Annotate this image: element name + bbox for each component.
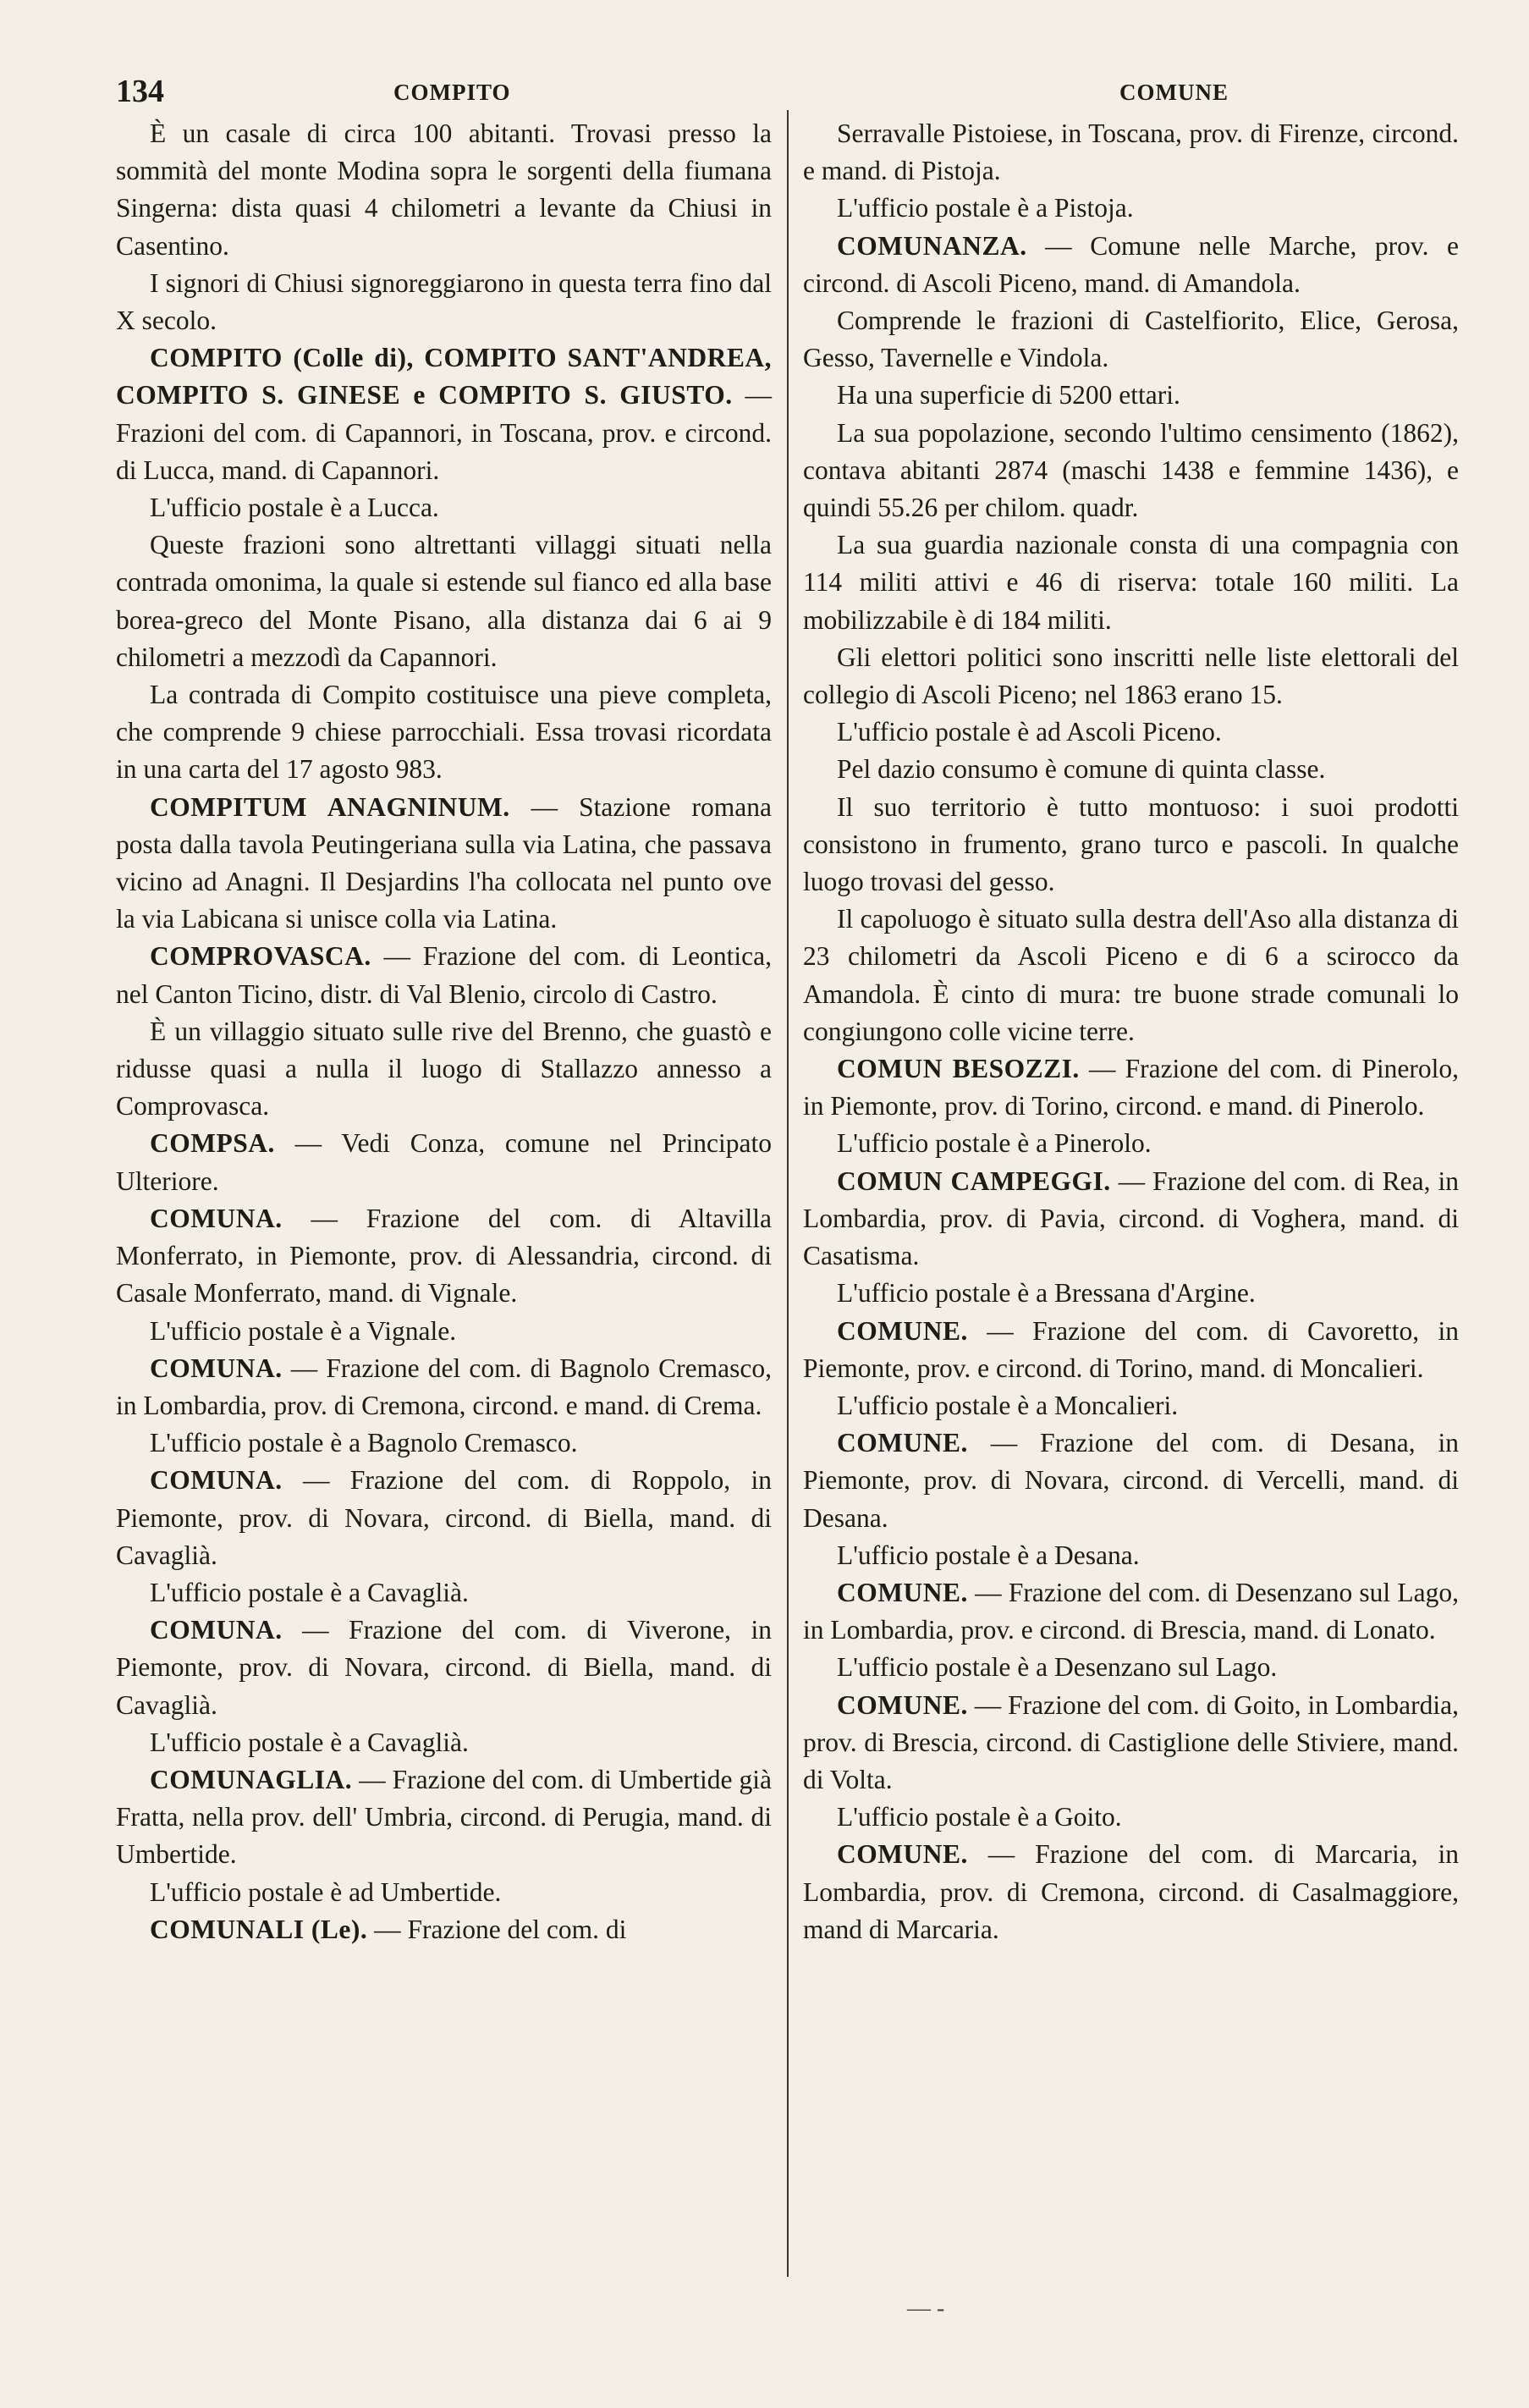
entry-headword: COMUN CAMPEGGI. xyxy=(837,1165,1111,1196)
text-paragraph xyxy=(803,714,1459,751)
entry-text: I signori di Chiusi signoreggiarono in questa terra fino dal X secolo. xyxy=(116,267,772,336)
entry-text: L'ufficio postale è a Vignale. xyxy=(150,1315,457,1346)
entry-text: — Frazione del com. di Umbertide già Fratta, nella prov. dell' Umbria, circond. di Perugia, mand. di Umbertide. xyxy=(116,1764,772,1870)
running-head-left: COMPITO xyxy=(393,80,511,105)
entry-text: È un casale di circa 100 abitanti. Trovasi presso la sommità del monte Modina sopra le sorgenti della fiumana Singerna: dista quasi 4 chilometri a levante da Chiusi in Casentino. xyxy=(116,118,772,261)
entry-paragraph xyxy=(803,228,1459,302)
text-paragraph xyxy=(116,526,772,676)
entry-paragraph xyxy=(116,1350,772,1424)
column-divider xyxy=(787,110,789,2277)
entry-headword: COMUNE. xyxy=(837,1689,968,1720)
text-paragraph xyxy=(803,639,1459,714)
entry-headword: COMUNALI (Le). xyxy=(150,1914,368,1944)
page-header xyxy=(116,73,1477,115)
entry-text: — Frazioni del com. di Capannori, in Toscana, prov. e circond. di Lucca, mand. di Capannori. xyxy=(116,380,772,485)
entry-text: La sua popolazione, secondo l'ultimo censimento (1862), contava abitanti 2874 (maschi 1438 e femmine 1436), e quindi 55.26 per chilom. quadr. xyxy=(803,417,1459,523)
entry-headword: COMUNA. xyxy=(150,1203,283,1233)
entry-paragraph xyxy=(803,1836,1459,1948)
entry-paragraph xyxy=(116,1612,772,1724)
entry-headword: COMUNA. xyxy=(150,1353,283,1383)
text-paragraph xyxy=(803,751,1459,788)
entry-text: — Frazione del com. di Altavilla Monferrato, in Piemonte, prov. di Alessandria, circond. di Casale Monferrato, mand. di Vignale. xyxy=(116,1203,773,1309)
entry-text: L'ufficio postale è a Pinerolo. xyxy=(837,1128,1152,1159)
entry-text: — Frazione del com. di Goito, in Lombardia, prov. di Brescia, circond. di Castiglione delle Stiviere, mand. di Volta. xyxy=(803,1689,1459,1794)
entry-paragraph xyxy=(116,1125,772,1199)
left-column xyxy=(116,115,772,1948)
text-paragraph xyxy=(803,115,1459,190)
entry-paragraph xyxy=(803,1574,1459,1649)
entry-headword: COMUNA. xyxy=(150,1465,283,1496)
entry-paragraph xyxy=(116,938,772,1012)
entry-text: — Frazione del com. di Bagnolo Cremasco, in Lombardia, prov. di Cremona, circond. e mand. di Crema. xyxy=(116,1353,773,1420)
entry-text: L'ufficio postale è ad Umbertide. xyxy=(150,1876,502,1907)
entry-text: L'ufficio postale è a Bressana d'Argine. xyxy=(837,1278,1256,1309)
entry-text: — Frazione del com. di Cavoretto, in Piemonte, prov. e circond. di Torino, mand. di Moncalieri. xyxy=(803,1315,1459,1383)
entry-paragraph xyxy=(116,1200,772,1313)
entry-paragraph xyxy=(803,1424,1459,1537)
entry-text: L'ufficio postale è a Moncalieri. xyxy=(837,1390,1179,1420)
text-paragraph xyxy=(116,489,772,526)
text-paragraph xyxy=(803,526,1459,639)
entry-text: L'ufficio postale è a Pistoja. xyxy=(837,193,1134,223)
entry-text: L'ufficio postale è a Bagnolo Cremasco. xyxy=(150,1428,578,1458)
text-paragraph xyxy=(116,1424,772,1462)
entry-text: L'ufficio postale è a Cavaglià. xyxy=(150,1577,469,1607)
entry-paragraph xyxy=(803,1313,1459,1387)
entry-text: — Frazione del com. di Desana, in Piemonte, prov. di Novara, circond. di Vercelli, mand. di Desana. xyxy=(803,1428,1460,1533)
text-paragraph xyxy=(803,1537,1459,1574)
text-paragraph xyxy=(803,1649,1459,1686)
entry-text: — Frazione del com. di Pinerolo, in Piemonte, prov. di Torino, circond. e mand. di Pinerolo. xyxy=(803,1054,1460,1121)
entry-text: Il capoluogo è situato sulla destra dell'Aso alla distanza di 23 chilometri da Ascoli Piceno e di 6 a scirocco da Amandola. È cinto di mura: tre buone strade comunali lo congiungono colle vicine terre. xyxy=(803,904,1459,1046)
text-paragraph xyxy=(803,190,1459,227)
entry-text: — Frazione del com. di Viverone, in Piemonte, prov. di Novara, circond. di Biella, mand. di Cavaglià. xyxy=(116,1615,772,1720)
entry-text: Ha una superficie di 5200 ettari. xyxy=(837,380,1180,411)
text-paragraph xyxy=(116,1313,772,1350)
entry-text: Comprende le frazioni di Castelfiorito, Elice, Gerosa, Gesso, Tavernelle e Vindola. xyxy=(803,306,1459,373)
text-paragraph xyxy=(803,789,1459,901)
text-paragraph xyxy=(116,1013,772,1126)
entry-headword: COMUNANZA. xyxy=(837,230,1027,261)
right-column xyxy=(803,115,1459,1948)
text-paragraph xyxy=(116,115,772,265)
entry-headword: COMPITUM ANAGNINUM. xyxy=(150,791,510,822)
text-paragraph xyxy=(116,676,772,789)
entry-text: — Frazione del com. di Roppolo, in Piemonte, prov. di Novara, circond. di Biella, mand. di Cavaglià. xyxy=(116,1465,773,1570)
page-number: 134 xyxy=(116,74,164,109)
entry-paragraph xyxy=(116,1911,772,1948)
entry-text: — Frazione del com. di Marcaria, in Lombardia, prov. di Cremona, circond. di Casalmaggiore, mand di Marcaria. xyxy=(803,1839,1460,1944)
entry-headword: COMUNE. xyxy=(837,1428,968,1458)
entry-paragraph xyxy=(803,1050,1459,1125)
entry-text: La sua guardia nazionale consta di una compagnia con 114 militi attivi e 46 di riserva: totale 160 militi. La mobilizzabile è di 184 militi. xyxy=(803,530,1459,635)
text-paragraph xyxy=(116,1574,772,1612)
entry-text: L'ufficio postale è a Cavaglià. xyxy=(150,1727,469,1757)
text-paragraph xyxy=(803,377,1459,414)
entry-paragraph xyxy=(803,1687,1459,1799)
running-head-right: COMUNE xyxy=(1119,80,1229,105)
entry-paragraph xyxy=(803,1163,1459,1276)
entry-headword: COMUNA. xyxy=(150,1615,283,1645)
entry-text: — Frazione del com. di xyxy=(374,1914,627,1944)
entry-text: Pel dazio consumo è comune di quinta classe. xyxy=(837,754,1326,785)
entry-headword: COMUNE. xyxy=(837,1315,968,1346)
entry-text: — Comune nelle Marche, prov. e circond. di Ascoli Piceno, mand. di Amandola. xyxy=(803,230,1460,298)
entry-text: Queste frazioni sono altrettanti villaggi situati nella contrada omonima, la quale si estende sul fianco ed alla base borea-greco del Monte Pisano, alla distanza dai 6 ai 9 chilometri a mezzodì da Capannori. xyxy=(116,530,772,672)
entry-text: — Stazione romana posta dalla tavola Peutingeriana sulla via Latina, che passava vicino ad Anagni. Il Desjardins l'ha collocata nel punto ove la via Labicana si unisce colla via Latina. xyxy=(116,791,773,934)
entry-headword: COMUNE. xyxy=(837,1839,968,1870)
text-paragraph xyxy=(803,1387,1459,1424)
entry-headword: COMPROVASCA. xyxy=(150,941,371,972)
entry-text: L'ufficio postale è a Goito. xyxy=(837,1802,1122,1832)
text-paragraph xyxy=(803,302,1459,377)
entry-text: — Frazione del com. di Leontica, nel Canton Ticino, distr. di Val Blenio, circolo di Castro. xyxy=(116,941,772,1009)
entry-paragraph xyxy=(116,789,772,939)
text-paragraph xyxy=(116,1724,772,1761)
entry-headword: COMPITO (Colle di), COMPITO SANT'ANDREA, COMPITO S. GINESE e COMPITO S. GIUSTO. xyxy=(116,343,772,411)
entry-text: La contrada di Compito costituisce una pieve completa, che comprende 9 chiese parrocchiali. Essa trovasi ricordata in una carta del 17 agosto 983. xyxy=(116,680,772,785)
entry-headword: COMUNE. xyxy=(837,1577,968,1607)
text-paragraph xyxy=(116,265,772,339)
entry-text: — Frazione del com. di Desenzano sul Lago, in Lombardia, prov. e circond. di Brescia, mand. di Lonato. xyxy=(803,1577,1460,1645)
text-paragraph xyxy=(116,1874,772,1911)
text-paragraph xyxy=(803,415,1459,527)
entry-text: Gli elettori politici sono inscritti nelle liste elettorali del collegio di Ascoli Piceno; nel 1863 erano 15. xyxy=(803,642,1459,710)
entry-text: È un villaggio situato sulle rive del Brenno, che guastò e ridusse quasi a nulla il luogo di Stallazzo annesso a Comprovasca. xyxy=(116,1016,772,1121)
entry-text: Serravalle Pistoiese, in Toscana, prov. di Firenze, circond. e mand. di Pistoja. xyxy=(803,118,1459,186)
text-paragraph xyxy=(803,1275,1459,1312)
entry-text: L'ufficio postale è a Desenzano sul Lago. xyxy=(837,1652,1278,1683)
entry-paragraph xyxy=(116,339,772,489)
entry-text: L'ufficio postale è a Lucca. xyxy=(150,493,439,523)
entry-text: — Frazione del com. di Rea, in Lombardia, prov. di Pavia, circond. di Voghera, mand. di Casatisma. xyxy=(803,1165,1459,1271)
entry-text: Il suo territorio è tutto montuoso: i suoi prodotti consistono in frumento, grano turco e pascoli. In qualche luogo trovasi del gesso. xyxy=(803,791,1459,897)
entry-text: L'ufficio postale è ad Ascoli Piceno. xyxy=(837,717,1222,747)
entry-text: — Vedi Conza, comune nel Principato Ulteriore. xyxy=(116,1128,773,1196)
entry-headword: COMUNAGLIA. xyxy=(150,1764,353,1794)
text-paragraph xyxy=(803,901,1459,1050)
entry-paragraph xyxy=(116,1462,772,1574)
entry-headword: COMUN BESOZZI. xyxy=(837,1054,1080,1084)
text-paragraph xyxy=(803,1799,1459,1836)
footer-mark: — - xyxy=(907,2295,945,2322)
entry-text: L'ufficio postale è a Desana. xyxy=(837,1540,1140,1570)
text-paragraph xyxy=(803,1125,1459,1162)
entry-headword: COMPSA. xyxy=(150,1128,275,1159)
entry-paragraph xyxy=(116,1761,772,1874)
